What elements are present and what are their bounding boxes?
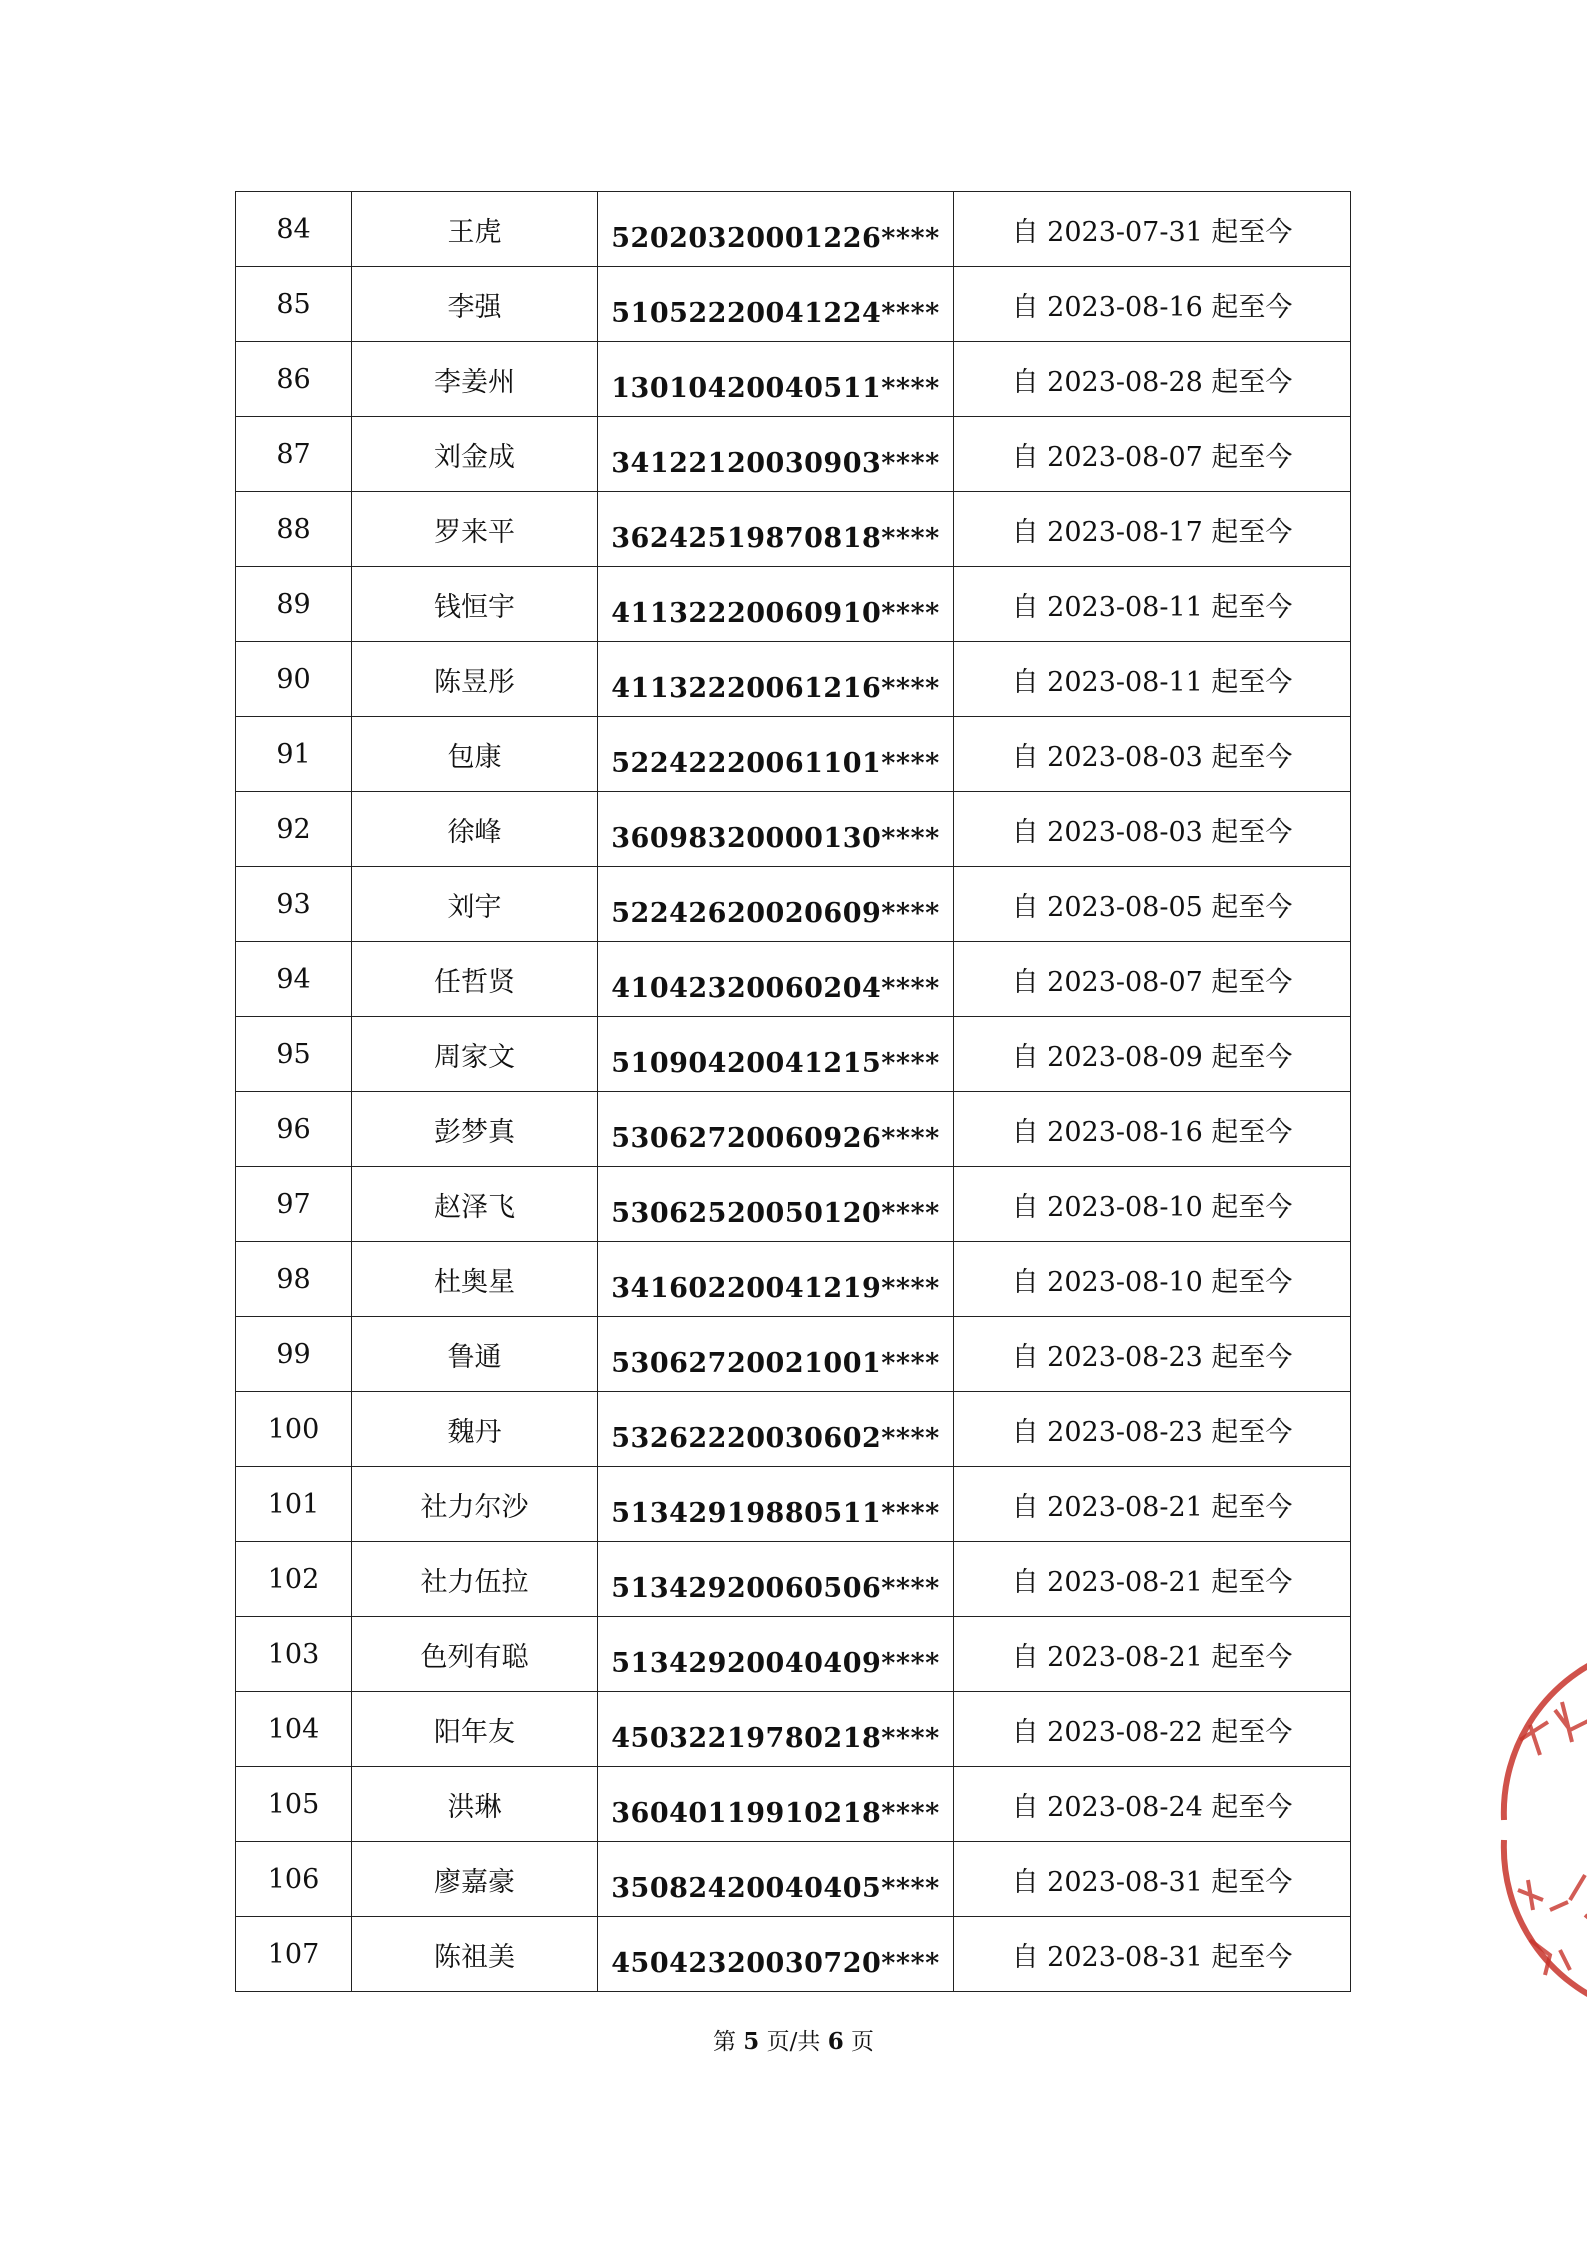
id-number-cell: 36098320000130**** — [598, 792, 954, 867]
row-number-cell: 105 — [236, 1767, 352, 1842]
period-cell: 自 2023-07-31 起至今 — [954, 192, 1351, 267]
name-cell: 魏丹 — [352, 1392, 598, 1467]
period-cell: 自 2023-08-11 起至今 — [954, 567, 1351, 642]
table-row — [236, 1167, 1351, 1242]
period-cell: 自 2023-08-23 起至今 — [954, 1317, 1351, 1392]
name-cell: 杜奥星 — [352, 1242, 598, 1317]
period-cell: 自 2023-08-31 起至今 — [954, 1917, 1351, 1992]
table-row — [236, 342, 1351, 417]
row-number-cell: 92 — [236, 792, 352, 867]
period-cell: 自 2023-08-16 起至今 — [954, 267, 1351, 342]
name-cell: 刘宇 — [352, 867, 598, 942]
id-number-cell: 53262220030602**** — [598, 1392, 954, 1467]
table-row — [236, 1842, 1351, 1917]
name-cell: 陈祖美 — [352, 1917, 598, 1992]
row-number-cell: 88 — [236, 492, 352, 567]
row-number-cell: 89 — [236, 567, 352, 642]
period-cell: 自 2023-08-28 起至今 — [954, 342, 1351, 417]
name-cell: 社力伍拉 — [352, 1542, 598, 1617]
id-number-cell: 45032219780218**** — [598, 1692, 954, 1767]
table-row — [236, 942, 1351, 1017]
name-cell: 洪琳 — [352, 1767, 598, 1842]
row-number-cell: 98 — [236, 1242, 352, 1317]
name-cell: 李姜州 — [352, 342, 598, 417]
row-number-cell: 91 — [236, 717, 352, 792]
red-seal-stamp — [1500, 1640, 1587, 2020]
id-number-cell: 51342920060506**** — [598, 1542, 954, 1617]
table-row — [236, 567, 1351, 642]
period-cell: 自 2023-08-21 起至今 — [954, 1467, 1351, 1542]
row-number-cell: 93 — [236, 867, 352, 942]
table-row — [236, 1692, 1351, 1767]
period-cell: 自 2023-08-23 起至今 — [954, 1392, 1351, 1467]
footer-total-pages: 6 — [827, 2028, 844, 2055]
id-number-cell: 51342920040409**** — [598, 1617, 954, 1692]
period-cell: 自 2023-08-11 起至今 — [954, 642, 1351, 717]
name-cell: 阳年友 — [352, 1692, 598, 1767]
row-number-cell: 84 — [236, 192, 352, 267]
table-row — [236, 1542, 1351, 1617]
id-number-cell: 45042320030720**** — [598, 1917, 954, 1992]
row-number-cell: 101 — [236, 1467, 352, 1542]
row-number-cell: 96 — [236, 1092, 352, 1167]
name-cell: 李强 — [352, 267, 598, 342]
table-row — [236, 1767, 1351, 1842]
footer-middle: 页/共 — [766, 2029, 821, 2055]
table-row — [236, 1617, 1351, 1692]
table-row — [236, 1917, 1351, 1992]
id-number-cell: 36242519870818**** — [598, 492, 954, 567]
row-number-cell: 85 — [236, 267, 352, 342]
id-number-cell: 34122120030903**** — [598, 417, 954, 492]
table-row — [236, 1467, 1351, 1542]
id-number-cell: 34160220041219**** — [598, 1242, 954, 1317]
period-cell: 自 2023-08-21 起至今 — [954, 1617, 1351, 1692]
id-number-cell: 51052220041224**** — [598, 267, 954, 342]
footer-prefix: 第 — [712, 2029, 736, 2055]
period-cell: 自 2023-08-07 起至今 — [954, 417, 1351, 492]
row-number-cell: 99 — [236, 1317, 352, 1392]
table-row — [236, 1392, 1351, 1467]
row-number-cell: 87 — [236, 417, 352, 492]
period-cell: 自 2023-08-07 起至今 — [954, 942, 1351, 1017]
id-number-cell: 51090420041215**** — [598, 1017, 954, 1092]
id-number-cell: 35082420040405**** — [598, 1842, 954, 1917]
name-cell: 刘金成 — [352, 417, 598, 492]
id-number-cell: 53062720021001**** — [598, 1317, 954, 1392]
period-cell: 自 2023-08-21 起至今 — [954, 1542, 1351, 1617]
row-number-cell: 94 — [236, 942, 352, 1017]
table-row — [236, 642, 1351, 717]
name-cell: 钱恒宇 — [352, 567, 598, 642]
name-cell: 徐峰 — [352, 792, 598, 867]
table-row — [236, 1242, 1351, 1317]
id-number-cell: 41042320060204**** — [598, 942, 954, 1017]
table-row — [236, 867, 1351, 942]
name-cell: 社力尔沙 — [352, 1467, 598, 1542]
name-cell: 包康 — [352, 717, 598, 792]
period-cell: 自 2023-08-16 起至今 — [954, 1092, 1351, 1167]
id-number-cell: 41132220061216**** — [598, 642, 954, 717]
table-row — [236, 492, 1351, 567]
id-number-cell: 36040119910218**** — [598, 1767, 954, 1842]
name-cell: 色列有聪 — [352, 1617, 598, 1692]
id-number-cell: 52020320001226**** — [598, 192, 954, 267]
period-cell: 自 2023-08-31 起至今 — [954, 1842, 1351, 1917]
id-number-cell: 52242620020609**** — [598, 867, 954, 942]
period-cell: 自 2023-08-05 起至今 — [954, 867, 1351, 942]
name-cell: 任哲贤 — [352, 942, 598, 1017]
row-number-cell: 107 — [236, 1917, 352, 1992]
name-cell: 鲁通 — [352, 1317, 598, 1392]
period-cell: 自 2023-08-03 起至今 — [954, 792, 1351, 867]
id-number-cell: 53062520050120**** — [598, 1167, 954, 1242]
period-cell: 自 2023-08-10 起至今 — [954, 1167, 1351, 1242]
id-number-cell: 53062720060926**** — [598, 1092, 954, 1167]
table-row — [236, 417, 1351, 492]
period-cell: 自 2023-08-24 起至今 — [954, 1767, 1351, 1842]
table-row — [236, 792, 1351, 867]
footer-current-page: 5 — [743, 2028, 760, 2055]
name-cell: 王虎 — [352, 192, 598, 267]
page-footer — [0, 2023, 1587, 2056]
table-row — [236, 1092, 1351, 1167]
table-row — [236, 1317, 1351, 1392]
id-number-cell: 13010420040511**** — [598, 342, 954, 417]
id-number-cell: 52242220061101**** — [598, 717, 954, 792]
period-cell: 自 2023-08-03 起至今 — [954, 717, 1351, 792]
period-cell: 自 2023-08-09 起至今 — [954, 1017, 1351, 1092]
row-number-cell: 102 — [236, 1542, 352, 1617]
roster-table-body — [236, 192, 1351, 1992]
row-number-cell: 100 — [236, 1392, 352, 1467]
table-row — [236, 267, 1351, 342]
row-number-cell: 106 — [236, 1842, 352, 1917]
name-cell: 赵泽飞 — [352, 1167, 598, 1242]
period-cell: 自 2023-08-22 起至今 — [954, 1692, 1351, 1767]
table-row — [236, 717, 1351, 792]
roster-table — [235, 191, 1351, 1992]
row-number-cell: 97 — [236, 1167, 352, 1242]
name-cell: 彭梦真 — [352, 1092, 598, 1167]
name-cell: 罗来平 — [352, 492, 598, 567]
period-cell: 自 2023-08-10 起至今 — [954, 1242, 1351, 1317]
period-cell: 自 2023-08-17 起至今 — [954, 492, 1351, 567]
id-number-cell: 41132220060910**** — [598, 567, 954, 642]
row-number-cell: 90 — [236, 642, 352, 717]
name-cell: 周家文 — [352, 1017, 598, 1092]
table-row — [236, 192, 1351, 267]
name-cell: 陈昱彤 — [352, 642, 598, 717]
footer-suffix: 页 — [851, 2029, 875, 2055]
table-row — [236, 1017, 1351, 1092]
row-number-cell: 86 — [236, 342, 352, 417]
row-number-cell: 103 — [236, 1617, 352, 1692]
name-cell: 廖嘉豪 — [352, 1842, 598, 1917]
row-number-cell: 95 — [236, 1017, 352, 1092]
id-number-cell: 51342919880511**** — [598, 1467, 954, 1542]
row-number-cell: 104 — [236, 1692, 352, 1767]
